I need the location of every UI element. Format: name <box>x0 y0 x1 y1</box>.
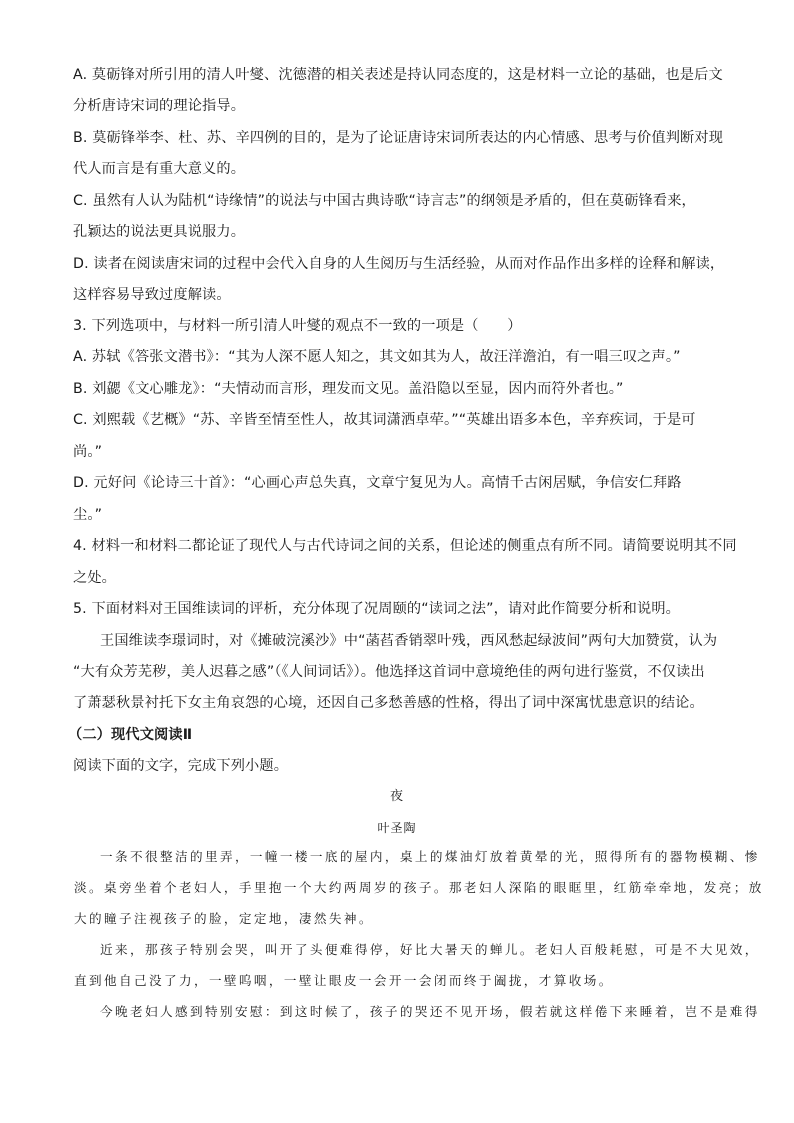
story-paragraph-1-line-2: 淡。桌旁坐着个老妇人，手里抱一个大约两周岁的孩子。那老妇人深陷的眼眶里，红筋牵牵地，发亮；放 <box>74 880 764 895</box>
q3-option-c-line-2: 尚。” <box>73 444 103 460</box>
option-d-line-1: D. 读者在阅读唐宋词的过程中会代入自身的人生阅历与生活经验，从而对作品作出多样的诠释和解读， <box>73 256 725 272</box>
q3-option-a: A. 苏轼《答张文潜书》：“其为人深不愿人知之，其文如其为人，故汪洋澹泊，有一唱三叹之声。” <box>73 349 681 365</box>
q3-option-c-line-1: C. 刘熙载《艺概》“苏、辛皆至情至性人，故其词潇洒卓荦。”“英雄出语多本色，辛弃疾词，于是可 <box>73 412 696 428</box>
story-title: 夜 <box>389 789 404 804</box>
option-c-line-1: C. 虽然有人认为陆机“诗缘情”的说法与中国古典诗歌“诗言志”的纲领是矛盾的，但在莫砺锋看来， <box>73 193 696 209</box>
question-4-line-1: 4. 材料一和材料二都论证了现代人与古代诗词之间的关系，但论述的侧重点有所不同。请简要说明其不同 <box>73 538 737 554</box>
option-d-line-2: 这样容易导致过度解读。 <box>73 287 231 303</box>
q3-option-b: B. 刘勰《文心雕龙》：“夫情动而言形，理发而文见。盖沿隐以至显，因内而符外者也。” <box>73 381 624 397</box>
story-paragraph-2-line-2: 直到他自己没了力，一壁呜咽，一壁让眼皮一会开一会闭而终于阖拢，才算收场。 <box>74 973 614 988</box>
option-a-line-2: 分析唐诗宋词的理论指导。 <box>73 98 246 114</box>
q3-option-d-line-2: 尘。” <box>73 507 103 523</box>
q5-material-line-2: “大有众芳芜秽，美人迟暮之感”（《人间词话》）。他选择这首词中意境绝佳的两句进行鉴赏，不仅读出 <box>73 664 705 680</box>
option-b-line-2: 代人而言是有重大意义的。 <box>73 161 246 177</box>
question-4-line-2: 之处。 <box>73 570 117 586</box>
story-paragraph-3-line-1: 今晚老妇人感到特别安慰：到这时候了，孩子的哭还不见开场，假若就这样倦下来睡着，岂不是难得 <box>100 1004 760 1019</box>
story-author: 叶圣陶 <box>377 821 417 835</box>
question-5: 5. 下面材料对王国维读词的评析，充分体现了况周颐的“读词之法”，请对此作简要分析和说明。 <box>73 601 680 617</box>
option-a-line-1: A. 莫砺锋对所引用的清人叶燮、沈德潜的相关表述是持认同态度的，这是材料一立论的基础，也是后文 <box>73 67 723 83</box>
reading-instruction: 阅读下面的文字，完成下列小题。 <box>73 758 289 774</box>
q5-material-line-3: 了萧瑟秋景衬托下女主角哀怨的心境，还因自己多愁善感的性格，得出了词中深寓忧患意识的结论。 <box>73 695 704 711</box>
question-3: 3. 下列选项中，与材料一所引清人叶燮的观点不一致的一项是（ ） <box>73 318 522 334</box>
story-paragraph-1-line-1: 一条不很整洁的里弄，一幢一楼一底的屋内，桌上的煤油灯放着黄晕的光，照得所有的器物模糊、惨 <box>100 849 760 864</box>
option-b-line-1: B. 莫砺锋举李、杜、苏、辛四例的目的，是为了论证唐诗宋词所表达的内心情感、思考与价值判断对现 <box>73 130 724 146</box>
q3-option-d-line-1: D. 元好问《论诗三十首》：“心画心声总失真，文章宁复见为人。高情千古闲居赋，争信安仁拜路 <box>73 475 682 491</box>
story-paragraph-2-line-1: 近来，那孩子特别会哭，叫开了头便难得停，好比大暑天的蝉儿。老妇人百般耗慰，可是不大见效， <box>100 942 760 957</box>
section-heading: （二）现代文阅读Ⅱ <box>68 727 193 743</box>
option-c-line-2: 孔颖达的说法更具说服力。 <box>73 224 246 240</box>
story-paragraph-1-line-3: 大的瞳子注视孩子的脸，定定地，凄然失神。 <box>74 911 374 926</box>
q5-material-line-1: 王国维读李璟词时，对《摊破浣溪沙》中“菡萏香销翠叶残，西风愁起绿波间”两句大加赞赏，认为 <box>100 633 718 649</box>
